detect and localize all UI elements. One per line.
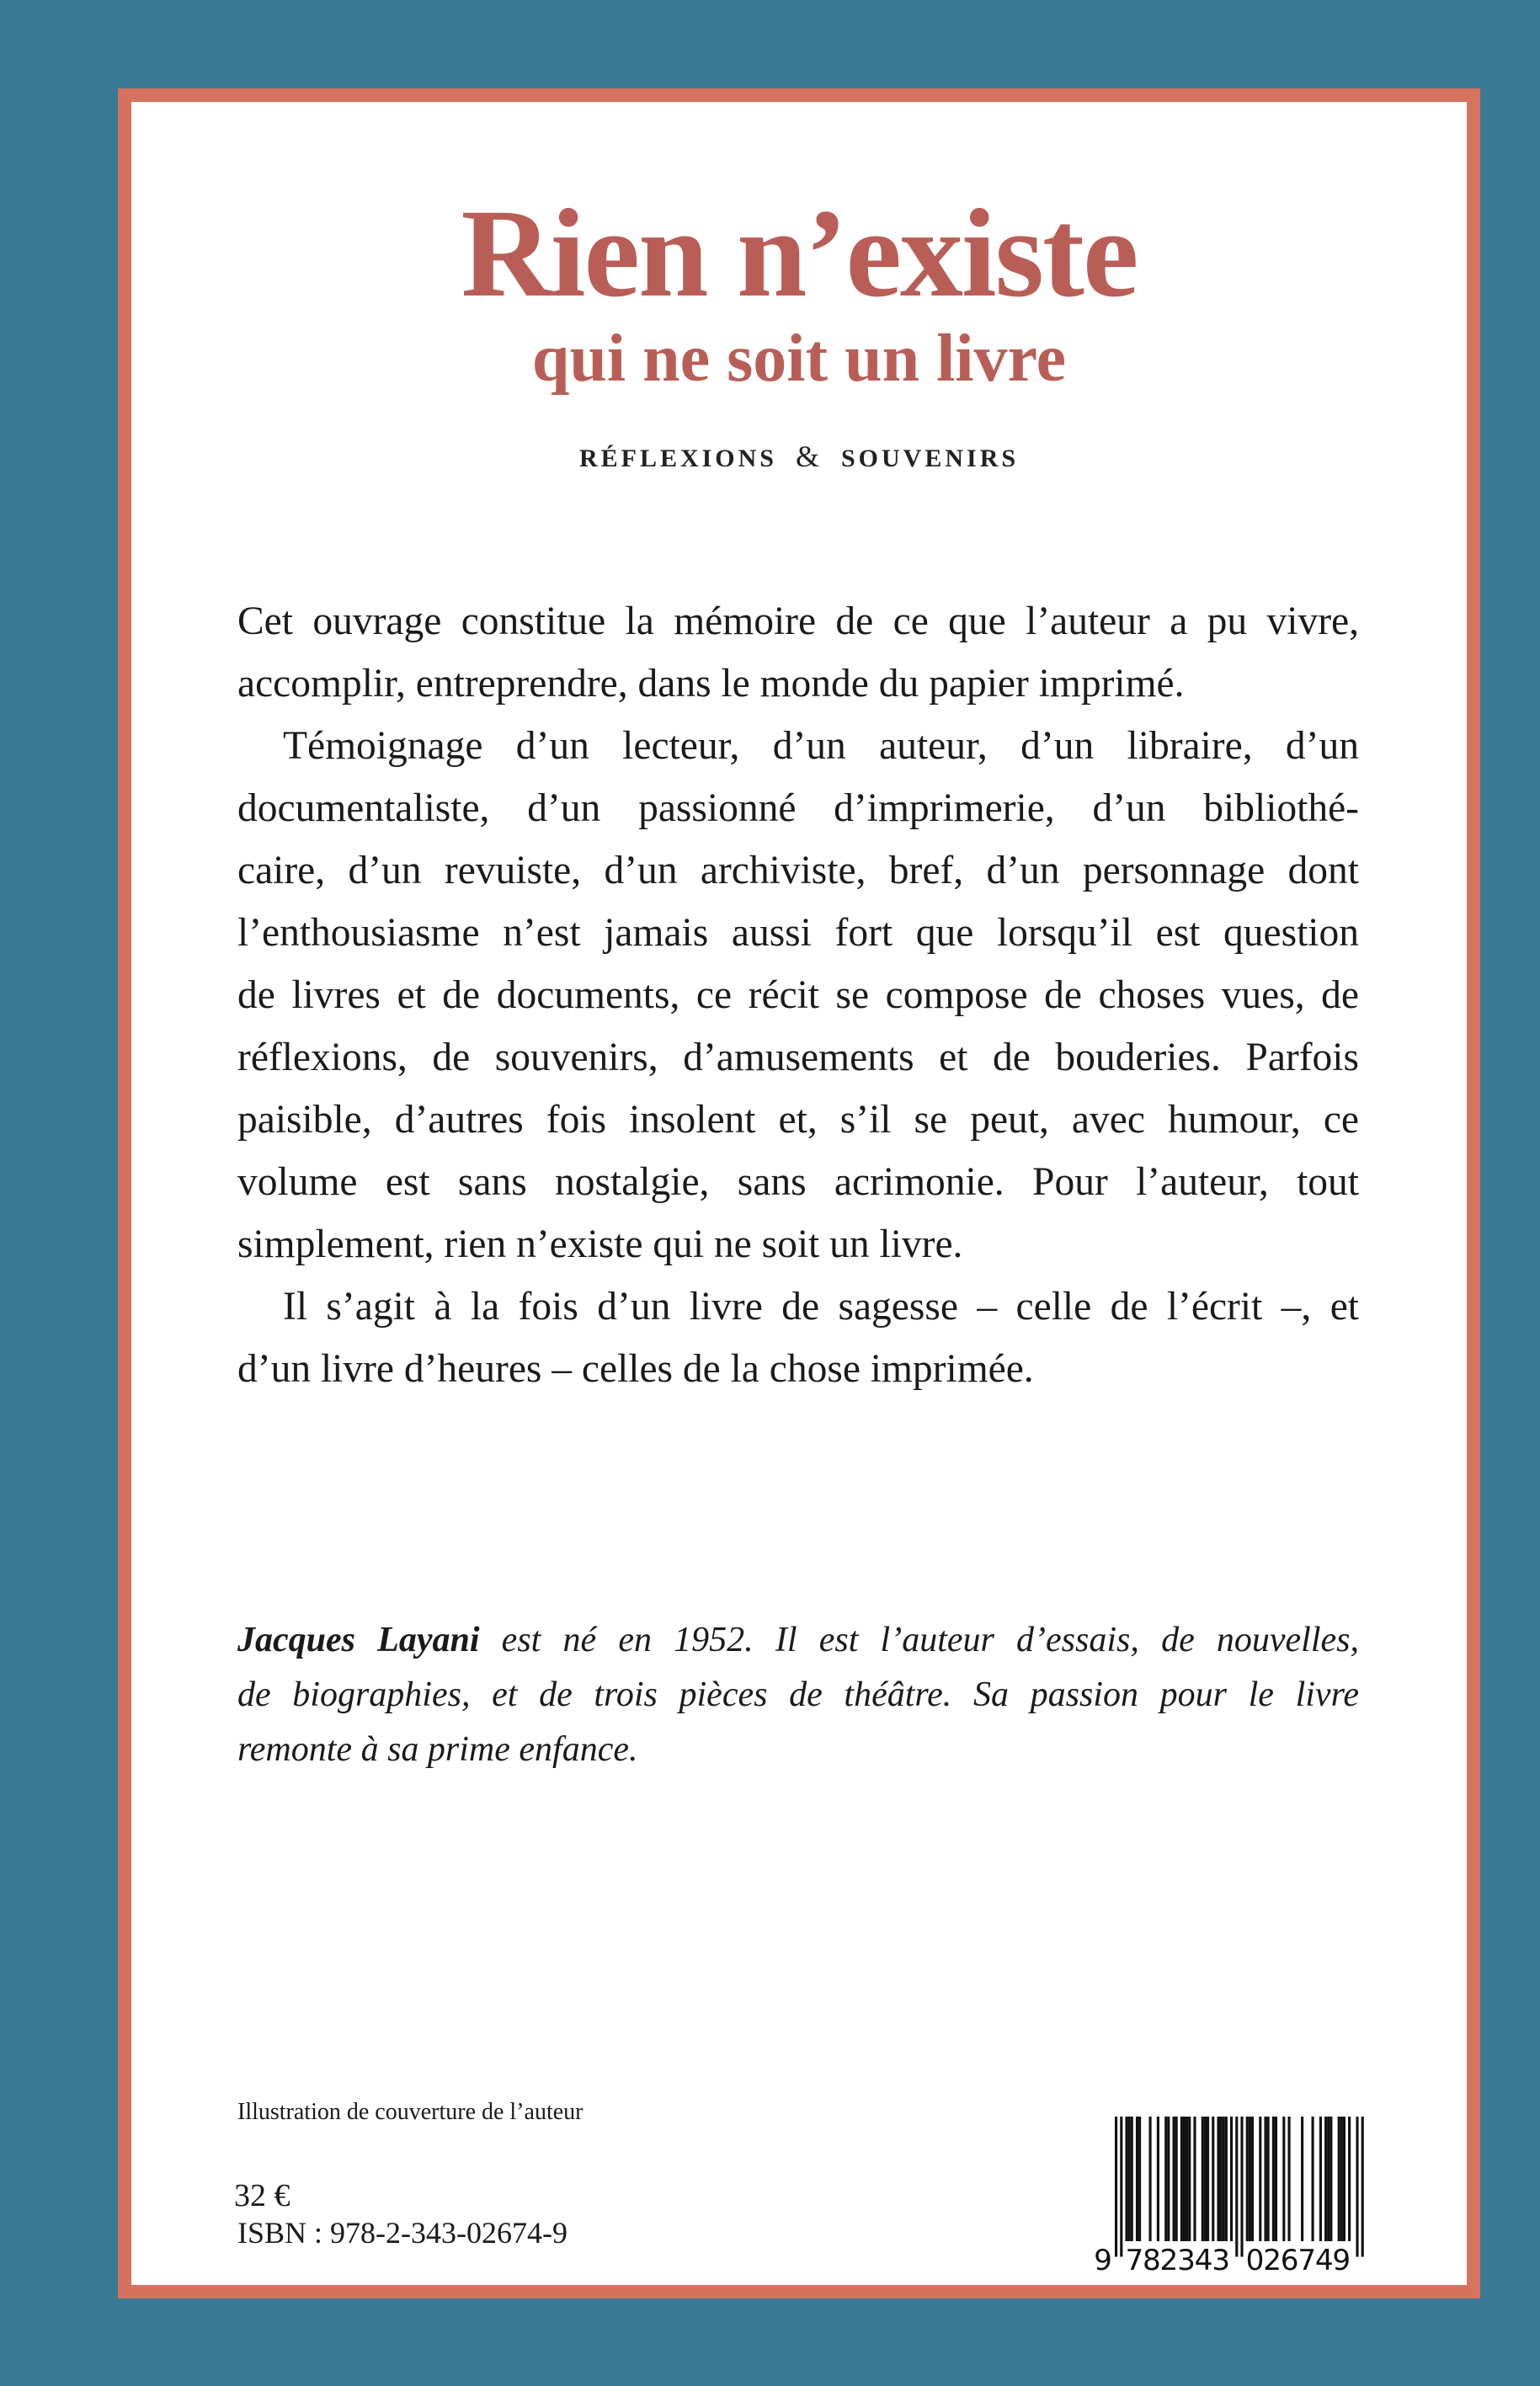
barcode-bar [1164,2117,1167,2241]
subtitle [131,439,1467,474]
blurb-line: accomplir, entreprendre, dans le monde du papier imprimé. [237,662,1185,706]
barcode-bar [1338,2117,1340,2241]
barcode-bar [1287,2117,1290,2241]
barcode-bar [1204,2117,1207,2241]
blurb-line: de livres et de documents, ce récit se compose de choses vues, de [237,973,1359,1017]
barcode-bar [1246,2117,1249,2241]
barcode-bar [1223,2117,1225,2241]
barcode-bar [1340,2117,1343,2241]
blurb-line: réflexions, de souvenirs, d’amusements et de bouderies. Parfois [237,1036,1359,1079]
barcode-bar [1259,2117,1261,2241]
subtitle-left: RÉFLEXIONS [578,445,777,472]
barcode-bar [1193,2117,1196,2241]
book-title-line2: qui ne soit un livre [531,322,1067,396]
author-bio [237,1613,1359,1777]
blurb-line: volume est sans nostalgie, sans acrimonie. Pour l’auteur, tout [237,1160,1359,1204]
barcode-bar [1264,2117,1266,2241]
barcode-bar [1361,2117,1364,2257]
back-cover [118,88,1480,2298]
author-name: Jacques Layani [237,1621,480,1659]
barcode-bar [1225,2117,1228,2241]
barcode-bar [1324,2117,1327,2241]
barcode-bar [1235,2117,1238,2257]
barcode-bar [1230,2117,1233,2241]
barcode-bar [1240,2117,1243,2257]
barcode-digits: 9 [1094,2244,1112,2272]
barcode [1091,2117,1369,2272]
barcode-bar [1330,2117,1332,2241]
barcode-bar [1188,2117,1191,2241]
barcode-bar [1183,2117,1186,2241]
barcode-digits: 782343 [1125,2244,1230,2272]
barcode-bar [1128,2117,1131,2241]
author-bio-line: est né en 1952. Il est l’auteur d’essais, de nouvelles, [479,1621,1360,1659]
blurb-line: Cet ouvrage constitue la mémoire de ce que l’auteur a pu vivre, [237,599,1359,643]
barcode-bar [1167,2117,1170,2241]
barcode-bar [1212,2117,1214,2241]
barcode-bar [1131,2117,1133,2241]
barcode-bar [1275,2117,1277,2241]
barcode-bar [1175,2117,1178,2241]
illustration-credit: Illustration de couverture de l’auteur [237,2099,583,2125]
barcode-bar [1267,2117,1270,2241]
barcode-bar [1125,2117,1127,2241]
blurb-text [237,590,1359,1400]
subtitle-ampersand: & [795,439,823,473]
barcode-bar [1348,2117,1351,2241]
author-bio-line: de biographies, et de trois pièces de théâtre. Sa passion pour le livre [237,1675,1359,1714]
book-title: Rien n’existe [461,184,1138,323]
subtitle-right: SOUVENIRS [841,445,1020,472]
barcode-bar [1251,2117,1254,2241]
barcode-bar [1312,2117,1314,2241]
barcode-bar [1272,2117,1275,2241]
blurb-line: d’un livre d’heures – celles de la chose imprimée. [237,1347,1034,1391]
barcode-bar [1173,2117,1175,2241]
barcode-bar [1217,2117,1219,2241]
barcode-bar [1138,2117,1141,2241]
barcode-bar [1356,2117,1358,2257]
barcode-bar [1186,2117,1188,2241]
barcode-bar [1157,2117,1159,2241]
barcode-bar [1301,2117,1303,2241]
barcode-bar [1327,2117,1330,2241]
blurb-line: caire, d’un revuiste, d’un archiviste, bref, d’un personnage dont [237,849,1359,892]
blurb-line: Il s’agit à la fois d’un livre de sagesse – celle de l’écrit –, et [283,1285,1359,1329]
price: 32 € [234,2178,290,2213]
blurb-line: documentaliste, d’un passionné d’imprimerie, d’un bibliothé- [237,786,1359,830]
barcode-bar [1120,2117,1122,2257]
barcode-bar [1207,2117,1209,2241]
barcode-digits: 026749 [1245,2244,1351,2272]
isbn: ISBN : 978-2-343-02674-9 [237,2216,568,2250]
barcode-bar [1282,2117,1285,2241]
barcode-bar [1202,2117,1204,2241]
blurb-line: Témoignage d’un lecteur, d’un auteur, d’un libraire, d’un [283,724,1359,768]
barcode-bar [1148,2117,1151,2241]
barcode-bar [1220,2117,1223,2241]
author-bio-line: remonte à sa prime enfance. [237,1730,638,1769]
blurb-line: l’enthousiasme n’est jamais aussi fort que lorsqu’il est question [237,911,1359,955]
blurb-line: paisible, d’autres fois insolent et, s’il se peut, avec humour, ce [237,1098,1359,1142]
barcode-bar [1249,2117,1251,2241]
barcode-bar [1180,2117,1183,2241]
barcode-bar [1136,2117,1138,2241]
barcode-bar [1343,2117,1346,2241]
blurb-line: simplement, rien n’existe qui ne soit un livre. [237,1222,963,1266]
barcode-bar [1319,2117,1322,2241]
barcode-bar [1115,2117,1117,2257]
